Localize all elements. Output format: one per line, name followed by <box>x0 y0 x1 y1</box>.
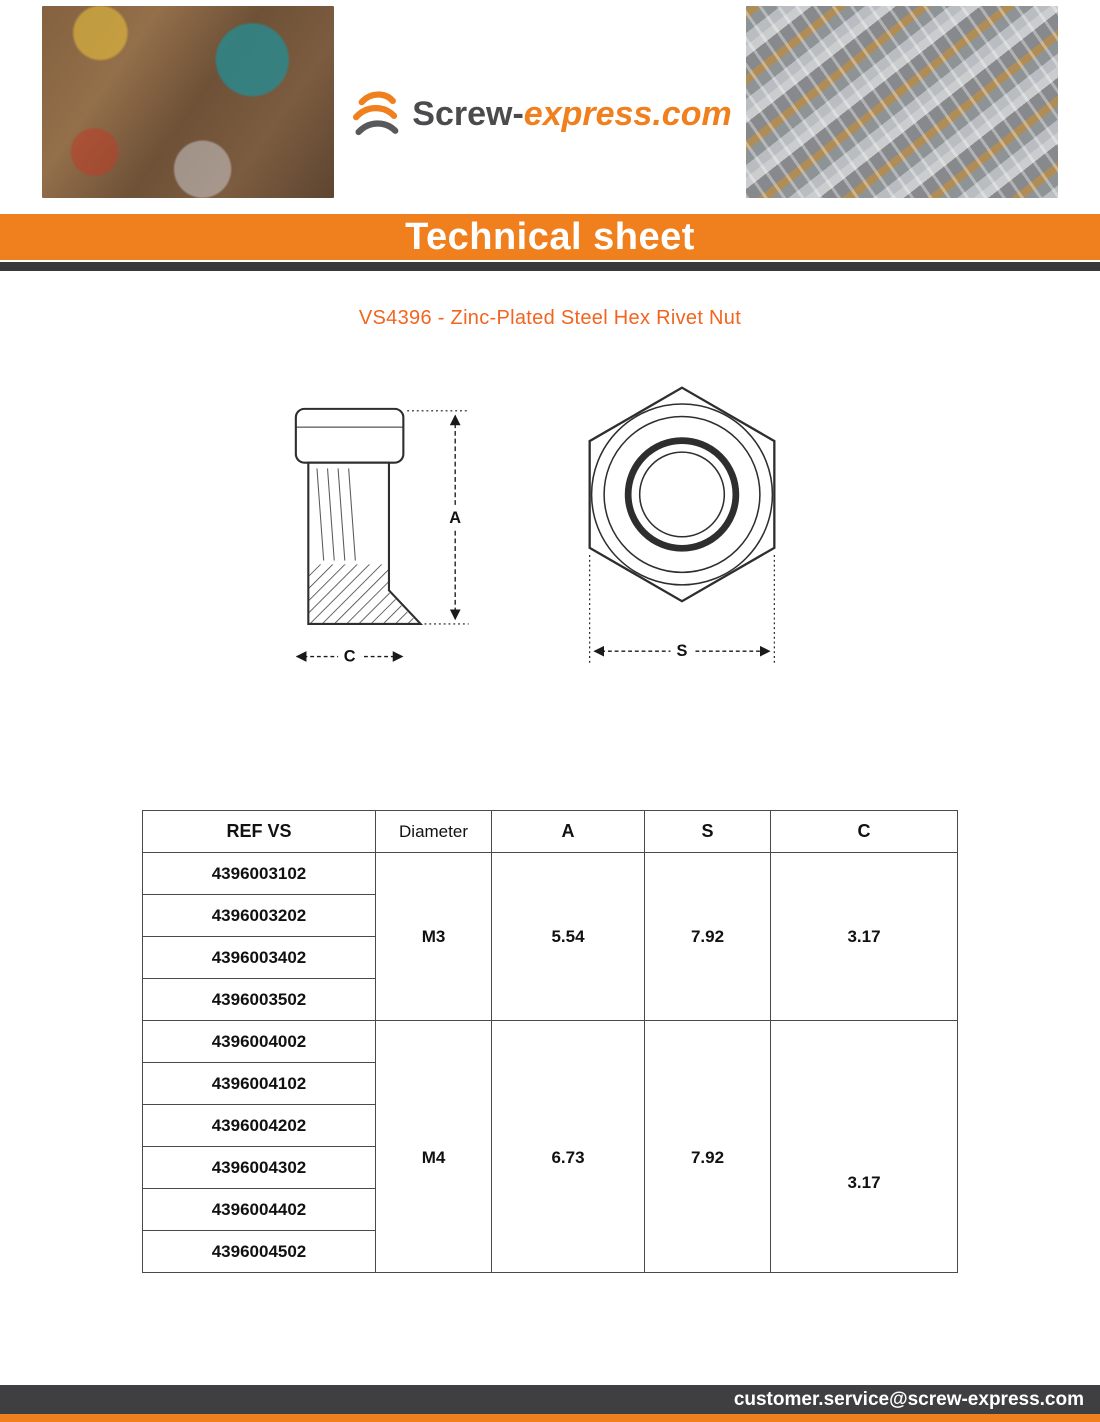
ref-cell: 4396003202 <box>143 895 376 937</box>
ref-cell: 4396004202 <box>143 1105 376 1147</box>
page-footer <box>0 1385 1100 1422</box>
diameter-cell-m3: M3 <box>376 853 492 1021</box>
product-title: VS4396 - Zinc-Plated Steel Hex Rivet Nut <box>358 307 742 329</box>
table-header-row <box>143 811 958 853</box>
a-value-m4: 6.73 <box>492 1021 645 1273</box>
ref-cell: 4396003102 <box>143 853 376 895</box>
header-ref-vs: REF VS <box>143 811 376 853</box>
dim-c-label: C <box>343 647 356 666</box>
banner-title: Technical sheet <box>0 214 1100 260</box>
table-row <box>143 1021 958 1063</box>
dim-a-label: A <box>449 509 462 528</box>
spec-table <box>142 810 958 1273</box>
ref-cell: 4396003502 <box>143 979 376 1021</box>
header-diameter: Diameter <box>376 811 492 853</box>
technical-drawings <box>0 372 1100 694</box>
ref-cell: 4396004402 <box>143 1189 376 1231</box>
a-value-m3: 5.54 <box>492 853 645 1021</box>
workbench-photo <box>42 6 334 198</box>
diameter-cell-m4: M4 <box>376 1021 492 1273</box>
brand-logo <box>334 78 746 142</box>
brand-name-prefix: Screw- <box>412 94 524 133</box>
side-view-drawing <box>292 372 484 680</box>
screw-logo-icon <box>348 86 404 142</box>
brand-name-suffix: express.com <box>523 94 732 133</box>
ref-cell: 4396004302 <box>143 1147 376 1189</box>
s-value-m3: 7.92 <box>645 853 771 1021</box>
footer-accent-bar <box>0 1414 1100 1422</box>
ref-cell: 4396004502 <box>143 1231 376 1273</box>
ref-cell: 4396004002 <box>143 1021 376 1063</box>
s-value-m4: 7.92 <box>645 1021 771 1273</box>
header-s: S <box>645 811 771 853</box>
page-header <box>0 0 1100 214</box>
ref-cell: 4396003402 <box>143 937 376 979</box>
c-value-m3: 3.17 <box>771 853 958 1021</box>
table-row <box>143 853 958 895</box>
brand-name <box>412 95 731 134</box>
footer-bar <box>0 1385 1100 1414</box>
screws-photo <box>746 6 1058 198</box>
header-c: C <box>771 811 958 853</box>
contact-email[interactable]: customer.service@screw-express.com <box>733 1389 1084 1410</box>
banner-divider <box>0 262 1100 271</box>
ref-cell: 4396004102 <box>143 1063 376 1105</box>
c-value-m4: 3.17 <box>771 1021 958 1273</box>
front-view-drawing <box>556 372 808 690</box>
dim-s-label: S <box>676 642 688 661</box>
header-a: A <box>492 811 645 853</box>
